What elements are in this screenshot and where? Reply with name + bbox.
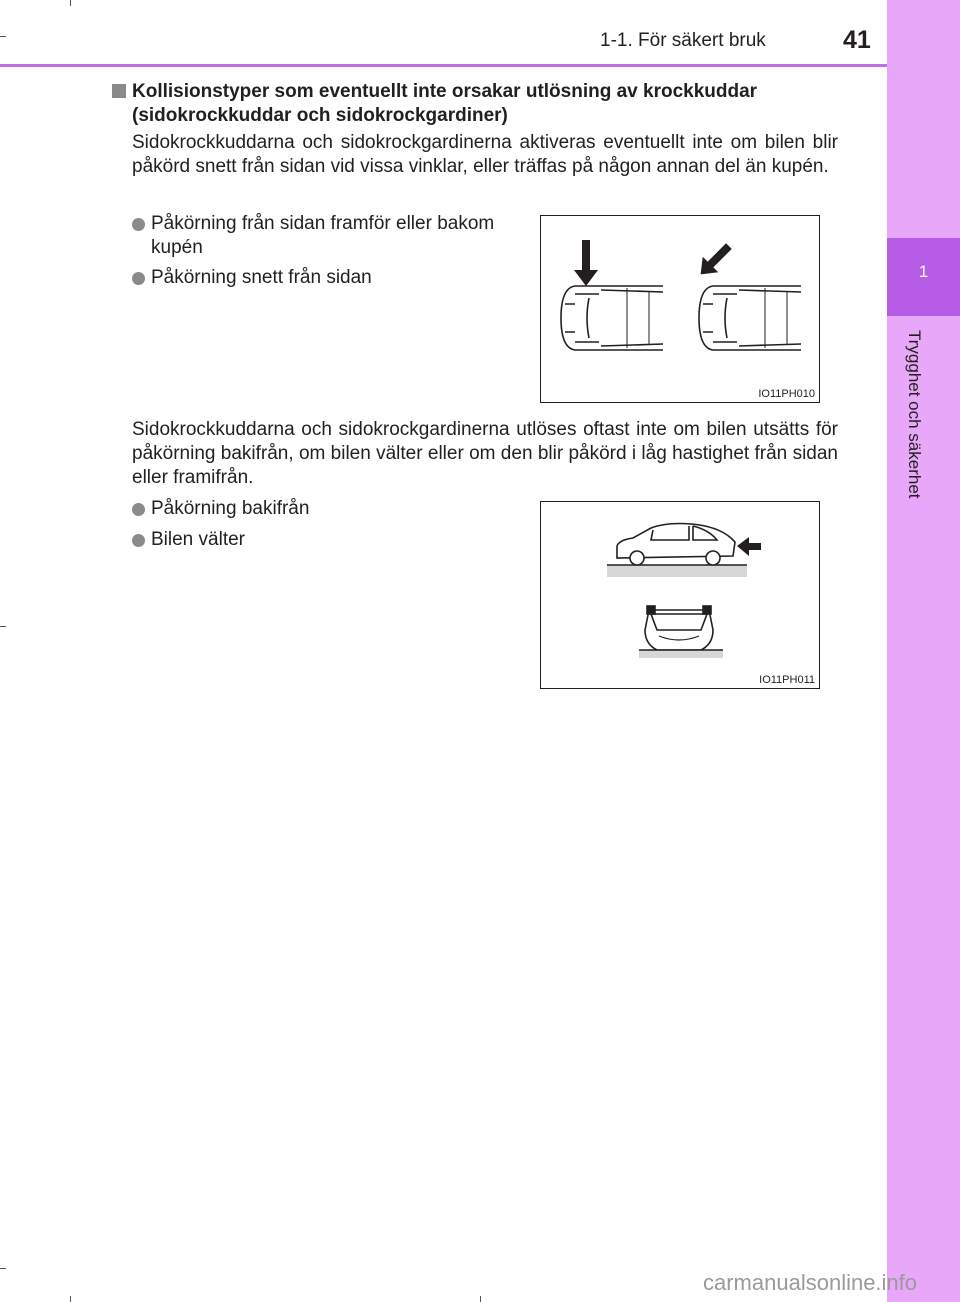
section-heading-text: Kollisionstyper som eventuellt inte orsakar utlösning av krockkuddar (sidokrockkuddar och sidokrockgardiner) xyxy=(132,81,758,126)
rear-rollover-illustration xyxy=(541,502,819,672)
car-top-view-2 xyxy=(699,286,801,350)
ground-strip xyxy=(639,650,723,658)
crop-mark xyxy=(0,626,6,627)
crop-mark xyxy=(0,1268,6,1269)
bullet-dot-icon xyxy=(132,218,145,231)
crop-mark xyxy=(70,0,71,6)
figure-code: IO11PH011 xyxy=(759,674,815,686)
header-divider xyxy=(0,64,887,67)
bullet-dot-icon xyxy=(132,503,145,516)
impact-arrow-icon xyxy=(574,240,598,286)
section-heading xyxy=(112,80,832,128)
paragraph-1: Sidokrockkuddarna och sidokrockgardinerna aktiveras eventuellt inte om bilen blir påkörd snett från sidan vid vissa vinklar, eller träffas på någon annan del än kupén. xyxy=(132,132,838,177)
car-side-view xyxy=(617,524,735,566)
side-collision-illustration xyxy=(541,216,819,386)
watermark: carmanualsonline.info xyxy=(703,1270,918,1295)
list-item xyxy=(132,212,532,260)
crop-mark xyxy=(480,1296,481,1302)
list-item-text: Påkörning från sidan framför eller bakom kupén xyxy=(151,213,495,258)
page-number: 41 xyxy=(843,26,871,54)
rear-impact-arrow-icon xyxy=(737,537,761,556)
figure-side-collision xyxy=(540,215,820,403)
paragraph-2: Sidokrockkuddarna och sidokrockgardinerna utlöses oftast inte om bilen utsätts för påkörning bakifrån, om bilen välter eller om den blir påkörd i låg hastighet från sidan eller framifrån. xyxy=(132,419,838,488)
header-section-title: 1-1. För säkert bruk xyxy=(600,30,766,51)
chapter-title: Trygghet och säkerhet xyxy=(905,330,924,499)
crop-mark xyxy=(70,1296,71,1302)
car-rolled-over xyxy=(645,606,713,650)
impact-arrow-diagonal-icon xyxy=(693,238,737,282)
bullet-dot-icon xyxy=(132,534,145,547)
list-item-text: Påkörning snett från sidan xyxy=(151,267,372,288)
figure-rear-rollover xyxy=(540,501,820,689)
crop-mark xyxy=(0,36,6,37)
figure-code: IO11PH010 xyxy=(758,388,815,400)
chapter-side-tab xyxy=(887,0,960,1302)
list-item xyxy=(132,528,532,552)
list-item xyxy=(132,497,532,521)
list-item-text: Bilen välter xyxy=(151,529,245,550)
bullet-dot-icon xyxy=(132,272,145,285)
list-item xyxy=(132,266,532,290)
ground-strip xyxy=(607,565,747,577)
chapter-number: 1 xyxy=(918,262,929,281)
car-top-view-1 xyxy=(561,286,663,350)
list-item-text: Påkörning bakifrån xyxy=(151,498,310,519)
heading-square-icon xyxy=(112,84,126,98)
